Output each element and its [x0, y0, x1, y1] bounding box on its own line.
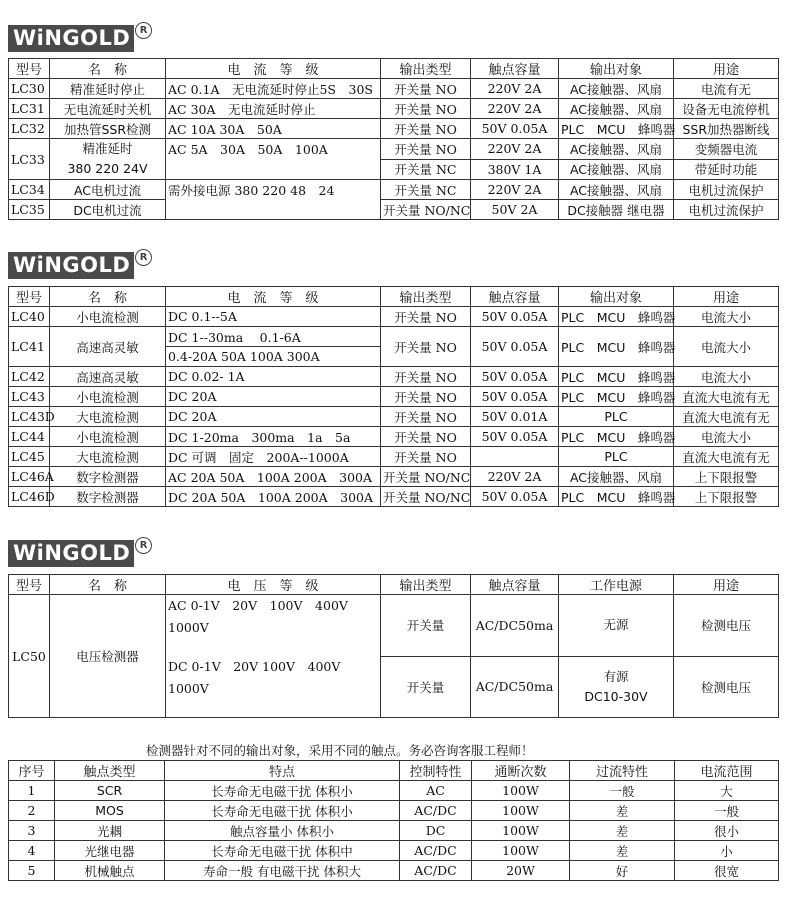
cell-model: LC32: [9, 119, 50, 139]
table-row: [9, 139, 779, 160]
table-row: [9, 821, 779, 841]
cell-model: LC43: [9, 387, 50, 407]
cell-current: AC 20A 50A 100A 200A 300A: [166, 467, 381, 487]
cell-use: 直流大电流有无: [674, 447, 779, 467]
cell-current: AC 5A 30A 50A 100A: [166, 139, 381, 180]
cell-model: LC35: [9, 200, 50, 220]
table-header: [9, 59, 779, 79]
cell-current: 0.4-20A 50A 100A 300A: [166, 347, 381, 367]
cell-output: 开关量: [381, 656, 471, 718]
cell-name: 高速高灵敏: [50, 327, 166, 367]
col-header: 触点类型: [55, 761, 165, 781]
cell-capacity: AC/DC50ma: [471, 595, 559, 657]
cell-range: 很小: [675, 821, 779, 841]
brand-name: WiNGOLD: [13, 541, 131, 565]
cell-capacity: 50V 0.05A: [471, 367, 559, 387]
cell-output: 开关量 NO: [381, 327, 471, 367]
table-header: [9, 761, 779, 781]
cell-name: 高速高灵敏: [50, 367, 166, 387]
cell-index: 1: [9, 781, 55, 801]
cell-output: 开关量 NO/NC: [381, 467, 471, 487]
col-header: 型号: [9, 575, 50, 595]
col-header: 电 压 等 级: [166, 575, 381, 595]
cell-target: AC接触器、风扇: [559, 180, 674, 200]
cell-model: LC46D: [9, 487, 50, 507]
cell-output: 开关量 NO: [381, 387, 471, 407]
cell-name: [50, 139, 166, 180]
cell-name: 大电流检测: [50, 407, 166, 427]
cell-power: [559, 656, 674, 718]
cell-feature: 长寿命无电磁干扰 体积小: [165, 781, 400, 801]
cell-current: DC 0.02- 1A: [166, 367, 381, 387]
cell-index: 3: [9, 821, 55, 841]
table-row: [9, 467, 779, 487]
table-row: [9, 801, 779, 821]
cell-model: LC46A: [9, 467, 50, 487]
cell-use: 直流大电流有无: [674, 387, 779, 407]
col-header: 名 称: [50, 287, 166, 307]
cell-target: PLC MCU 蜂鸣器: [559, 307, 674, 327]
cell-model: LC31: [9, 99, 50, 119]
cell-name: 无电流延时关机: [50, 99, 166, 119]
col-header: 电 流 等 级: [166, 59, 381, 79]
col-header: 控制特性: [400, 761, 472, 781]
cell-target: PLC MCU 蜂鸣器: [559, 367, 674, 387]
cell-capacity: 220V 2A: [471, 79, 559, 99]
cell-contact-type: 机械触点: [55, 861, 165, 881]
cell-model: LC40: [9, 307, 50, 327]
voltage-line: DC 0-1V 20V 100V 400V: [168, 659, 341, 674]
power-line: 无源: [603, 617, 629, 633]
table-row: [9, 447, 779, 467]
cell-name: 小电流检测: [50, 427, 166, 447]
table-row: [9, 781, 779, 801]
contact-type-table: [8, 760, 779, 881]
col-header: 输出对象: [559, 287, 674, 307]
cell-use: 电流大小: [674, 327, 779, 367]
table-row: [9, 427, 779, 447]
col-header: 工作电源: [559, 575, 674, 595]
cell-control: AC/DC: [400, 861, 472, 881]
cell-feature: 长寿命无电磁干扰 体积中: [165, 841, 400, 861]
cell-capacity: 50V 2A: [471, 200, 559, 220]
cell-output: 开关量 NO: [381, 407, 471, 427]
cell-voltage: [166, 656, 381, 718]
col-header: 输出对象: [559, 59, 674, 79]
cell-output: 开关量 NO: [381, 99, 471, 119]
table-header: [9, 287, 779, 307]
cell-capacity: 220V 2A: [471, 180, 559, 200]
table-row: [9, 327, 779, 347]
cell-model: LC45: [9, 447, 50, 467]
cell-capacity: 50V 0.05A: [471, 327, 559, 367]
cell-range: 大: [675, 781, 779, 801]
col-header: 触点容量: [471, 59, 559, 79]
cell-current: DC 0.1--5A: [166, 307, 381, 327]
cell-output: 开关量 NO: [381, 139, 471, 160]
cell-output: 开关量 NO/NC: [381, 200, 471, 220]
cell-name: 精准延时停止: [50, 79, 166, 99]
table-row: [9, 119, 779, 139]
cell-target: AC接触器、风扇: [559, 467, 674, 487]
cell-control: DC: [400, 821, 472, 841]
table-header: [9, 575, 779, 595]
cell-name: 小电流检测: [50, 307, 166, 327]
cell-capacity: 50V 0.05A: [471, 487, 559, 507]
cell-capacity: 50V 0.05A: [471, 307, 559, 327]
cell-current: AC 0.1A 无电流延时停止5S 30S: [166, 79, 381, 99]
cell-use: 检测电压: [674, 595, 779, 657]
col-header: 用途: [674, 287, 779, 307]
cell-name: DC电机过流: [50, 200, 166, 220]
brand-name: WiNGOLD: [13, 253, 131, 277]
cell-capacity: 220V 2A: [471, 467, 559, 487]
cell-contact-type: 光继电器: [55, 841, 165, 861]
cell-output: 开关量 NO/NC: [381, 487, 471, 507]
cell-output: 开关量 NO: [381, 79, 471, 99]
cell-target: AC接触器、风扇: [559, 99, 674, 119]
cell-name: 数字检测器: [50, 467, 166, 487]
col-header: 输出类型: [381, 287, 471, 307]
cell-use: 电流大小: [674, 307, 779, 327]
col-header: 电 流 等 级: [166, 287, 381, 307]
cell-use: 电流大小: [674, 427, 779, 447]
cell-range: 一般: [675, 801, 779, 821]
cell-output: 开关量 NO: [381, 367, 471, 387]
cell-overcurrent: 差: [570, 841, 675, 861]
power-line: DC10-30V: [584, 688, 648, 704]
cell-target: PLC MCU 蜂鸣器: [559, 327, 674, 367]
col-header: 型号: [9, 287, 50, 307]
cell-model: LC43D: [9, 407, 50, 427]
cell-overcurrent: 差: [570, 821, 675, 841]
contact-note: 检测器针对不同的输出对象，采用不同的触点。务必咨询客服工程师！: [146, 743, 534, 758]
col-header: 名 称: [50, 575, 166, 595]
cell-use: 上下限报警: [674, 467, 779, 487]
cell-feature: 触点容量小 体积小: [165, 821, 400, 841]
cell-output: 开关量 NO: [381, 427, 471, 447]
table-row: [9, 841, 779, 861]
cell-contact-type: SCR: [55, 781, 165, 801]
brand-name: WiNGOLD: [13, 26, 131, 50]
brand-logo: [8, 252, 148, 279]
cell-target: AC接触器、风扇: [559, 79, 674, 99]
registered-mark: R: [135, 537, 152, 554]
table-row: [9, 387, 779, 407]
col-header: 名 称: [50, 59, 166, 79]
cell-capacity: 50V 0.05A: [471, 427, 559, 447]
cell-model: LC30: [9, 79, 50, 99]
cell-control: AC/DC: [400, 841, 472, 861]
col-header: 特点: [165, 761, 400, 781]
cell-name: 小电流检测: [50, 387, 166, 407]
cell-capacity: 220V 2A: [471, 139, 559, 160]
cell-cycles: 100W: [472, 821, 570, 841]
cell-index: 2: [9, 801, 55, 821]
cell-overcurrent: 好: [570, 861, 675, 881]
table-row: [9, 200, 779, 220]
current-detector-table-1: [8, 58, 779, 220]
cell-overcurrent: 一般: [570, 781, 675, 801]
col-header: 序号: [9, 761, 55, 781]
cell-overcurrent: 差: [570, 801, 675, 821]
cell-current: 需外接电源 380 220 48 24: [166, 180, 381, 220]
brand-logo: [8, 540, 148, 567]
table-row: [9, 861, 779, 881]
col-header: 通断次数: [472, 761, 570, 781]
cell-name: 大电流检测: [50, 447, 166, 467]
cell-control: AC: [400, 781, 472, 801]
cell-output: 开关量 NC: [381, 159, 471, 180]
cell-current: DC 1-20ma 300ma 1a 5a: [166, 427, 381, 447]
cell-control: AC/DC: [400, 801, 472, 821]
cell-target: AC接触器、风扇: [559, 159, 674, 180]
cell-current: AC 30A 无电流延时停止: [166, 99, 381, 119]
col-header: 输出类型: [381, 59, 471, 79]
cell-use: 上下限报警: [674, 487, 779, 507]
cell-capacity: 50V 0.05A: [471, 387, 559, 407]
table-row: [9, 79, 779, 99]
voltage-line: 1000V: [168, 620, 209, 635]
voltage-line: AC 0-1V 20V 100V 400V: [168, 598, 348, 613]
cell-name: 数字检测器: [50, 487, 166, 507]
cell-current: DC 可调 固定 200A--1000A: [166, 447, 381, 467]
col-header: 用途: [674, 575, 779, 595]
cell-index: 4: [9, 841, 55, 861]
cell-feature: 长寿命无电磁干扰 体积小: [165, 801, 400, 821]
voltage-line: 1000V: [168, 681, 209, 696]
cell-model: LC44: [9, 427, 50, 447]
col-header: 触点容量: [471, 575, 559, 595]
cell-index: 5: [9, 861, 55, 881]
table-row: [9, 595, 779, 657]
cell-power: [559, 595, 674, 657]
cell-target: AC接触器、风扇: [559, 139, 674, 160]
registered-mark: R: [135, 249, 152, 266]
cell-output: 开关量 NO: [381, 119, 471, 139]
cell-output: 开关量 NO: [381, 307, 471, 327]
table-row: [9, 180, 779, 200]
cell-target: DC接触器 继电器: [559, 200, 674, 220]
cell-cycles: 100W: [472, 841, 570, 861]
cell-use: 电机过流保护: [674, 180, 779, 200]
cell-target: PLC: [559, 407, 674, 427]
cell-use: 带延时功能: [674, 159, 779, 180]
current-detector-table-2: [8, 286, 779, 507]
cell-target: PLC: [559, 447, 674, 467]
cell-model: LC33: [9, 139, 50, 180]
voltage-detector-table: [8, 574, 779, 718]
cell-current: DC 20A: [166, 387, 381, 407]
cell-name-line: 380 220 24V: [67, 161, 148, 176]
cell-target: PLC MCU 蜂鸣器: [559, 387, 674, 407]
cell-cycles: 20W: [472, 861, 570, 881]
cell-current: AC 10A 30A 50A: [166, 119, 381, 139]
cell-use: 直流大电流有无: [674, 407, 779, 427]
cell-current: DC 1--30ma 0.1-6A: [166, 327, 381, 347]
cell-output: 开关量 NO: [381, 447, 471, 467]
cell-capacity: AC/DC50ma: [471, 656, 559, 718]
power-line: 有源: [603, 668, 629, 684]
cell-cycles: 100W: [472, 781, 570, 801]
cell-capacity: 380V 1A: [471, 159, 559, 180]
cell-range: 很宽: [675, 861, 779, 881]
cell-use: 设备无电流停机: [674, 99, 779, 119]
col-header: 型号: [9, 59, 50, 79]
cell-model: LC41: [9, 327, 50, 367]
cell-capacity: [471, 447, 559, 467]
cell-name: 电压检测器: [50, 595, 166, 718]
cell-target: PLC MCU 蜂鸣器: [559, 119, 674, 139]
cell-output: 开关量: [381, 595, 471, 657]
table-row: [9, 99, 779, 119]
cell-feature: 寿命一般 有电磁干扰 体积大: [165, 861, 400, 881]
col-header: 电流范围: [675, 761, 779, 781]
table-row: [9, 307, 779, 327]
col-header: 用途: [674, 59, 779, 79]
cell-use: SSR加热器断线: [674, 119, 779, 139]
cell-name: AC电机过流: [50, 180, 166, 200]
cell-use: 电流大小: [674, 367, 779, 387]
cell-name: 加热管SSR检测: [50, 119, 166, 139]
cell-use: 电机过流保护: [674, 200, 779, 220]
table-row: [9, 407, 779, 427]
cell-capacity: 50V 0.01A: [471, 407, 559, 427]
cell-name-line: 精准延时: [82, 141, 133, 156]
cell-contact-type: 光耦: [55, 821, 165, 841]
table-row: [9, 487, 779, 507]
cell-current: DC 20A: [166, 407, 381, 427]
cell-current: DC 20A 50A 100A 200A 300A: [166, 487, 381, 507]
registered-mark: R: [135, 22, 152, 39]
cell-capacity: 220V 2A: [471, 99, 559, 119]
cell-output: 开关量 NC: [381, 180, 471, 200]
table-row: [9, 367, 779, 387]
cell-contact-type: MOS: [55, 801, 165, 821]
col-header: 输出类型: [381, 575, 471, 595]
cell-voltage: [166, 595, 381, 657]
cell-use: 电流有无: [674, 79, 779, 99]
cell-model: LC42: [9, 367, 50, 387]
cell-model: LC50: [9, 595, 50, 718]
cell-range: 小: [675, 841, 779, 861]
brand-logo: [8, 25, 148, 52]
cell-model: LC34: [9, 180, 50, 200]
cell-target: PLC MCU 蜂鸣器: [559, 487, 674, 507]
col-header: 过流特性: [570, 761, 675, 781]
cell-use: 检测电压: [674, 656, 779, 718]
cell-use: 变频器电流: [674, 139, 779, 160]
cell-cycles: 100W: [472, 801, 570, 821]
col-header: 触点容量: [471, 287, 559, 307]
cell-target: PLC MCU 蜂鸣器: [559, 427, 674, 447]
cell-capacity: 50V 0.05A: [471, 119, 559, 139]
